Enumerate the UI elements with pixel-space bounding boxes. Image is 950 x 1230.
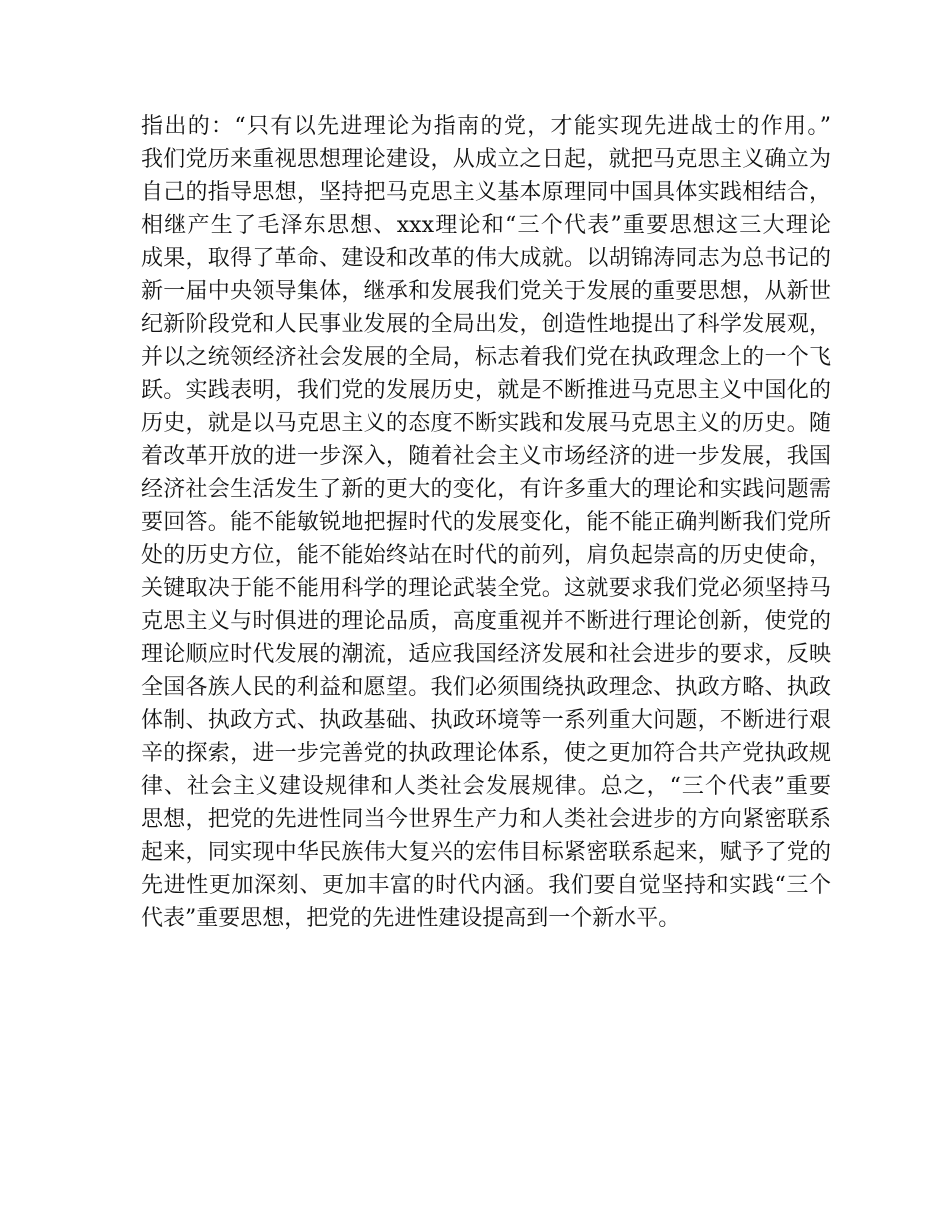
paragraph-line: 思想，把党的先进性同当今世界生产力和人类社会进步的方向紧密联系 bbox=[141, 807, 831, 832]
paragraph-line: 新一届中央领导集体，继承和发展我们党关于发展的重要思想，从新世 bbox=[141, 279, 831, 304]
paragraph-line: 律、社会主义建设规律和人类社会发展规律。总之，“三个代表”重要 bbox=[141, 774, 831, 799]
paragraph-line: 理论顺应时代发展的潮流，适应我国经济发展和社会进步的要求，反映 bbox=[141, 642, 831, 667]
paragraph-line: 指出的：“只有以先进理论为指南的党，才能实现先进战士的作用。” bbox=[141, 114, 831, 139]
paragraph-line: 起来，同实现中华民族伟大复兴的宏伟目标紧密联系起来，赋予了党的 bbox=[141, 840, 831, 865]
paragraph-line: 经济社会生活发生了新的更大的变化，有许多重大的理论和实践问题需 bbox=[141, 477, 831, 502]
paragraph-line: 克思主义与时俱进的理论品质，高度重视并不断进行理论创新，使党的 bbox=[141, 609, 831, 634]
paragraph-line: 先进性更加深刻、更加丰富的时代内涵。我们要自觉坚持和实践“三个 bbox=[141, 873, 831, 898]
paragraph-line: 处的历史方位，能不能始终站在时代的前列，肩负起崇高的历史使命， bbox=[141, 543, 831, 568]
body-paragraph bbox=[141, 110, 831, 935]
paragraph-line: 体制、执政方式、执政基础、执政环境等一系列重大问题，不断进行艰 bbox=[141, 708, 831, 733]
paragraph-line: 自己的指导思想，坚持把马克思主义基本原理同中国具体实践相结合， bbox=[141, 180, 831, 205]
paragraph-line: 代表”重要思想，把党的先进性建设提高到一个新水平。 bbox=[141, 906, 681, 931]
paragraph-line: 历史，就是以马克思主义的态度不断实践和发展马克思主义的历史。随 bbox=[141, 411, 831, 436]
paragraph-line: 辛的探索，进一步完善党的执政理论体系，使之更加符合共产党执政规 bbox=[141, 741, 831, 766]
paragraph-line: 并以之统领经济社会发展的全局，标志着我们党在执政理念上的一个飞 bbox=[141, 345, 831, 370]
paragraph-line: 要回答。能不能敏锐地把握时代的发展变化，能不能正确判断我们党所 bbox=[141, 510, 831, 535]
paragraph-line: 关键取决于能不能用科学的理论武装全党。这就要求我们党必须坚持马 bbox=[141, 576, 831, 601]
paragraph-line: 全国各族人民的利益和愿望。我们必须围绕执政理念、执政方略、执政 bbox=[141, 675, 831, 700]
paragraph-line: 跃。实践表明，我们党的发展历史，就是不断推进马克思主义中国化的 bbox=[141, 378, 831, 403]
paragraph-line: 着改革开放的进一步深入，随着社会主义市场经济的进一步发展，我国 bbox=[141, 444, 831, 469]
paragraph-line: 纪新阶段党和人民事业发展的全局出发，创造性地提出了科学发展观， bbox=[141, 312, 831, 337]
paragraph-line: 相继产生了毛泽东思想、xxx理论和“三个代表”重要思想这三大理论 bbox=[141, 213, 831, 238]
paragraph-line: 成果，取得了革命、建设和改革的伟大成就。以胡锦涛同志为总书记的 bbox=[141, 246, 831, 271]
paragraph-line: 我们党历来重视思想理论建设，从成立之日起，就把马克思主义确立为 bbox=[141, 147, 831, 172]
